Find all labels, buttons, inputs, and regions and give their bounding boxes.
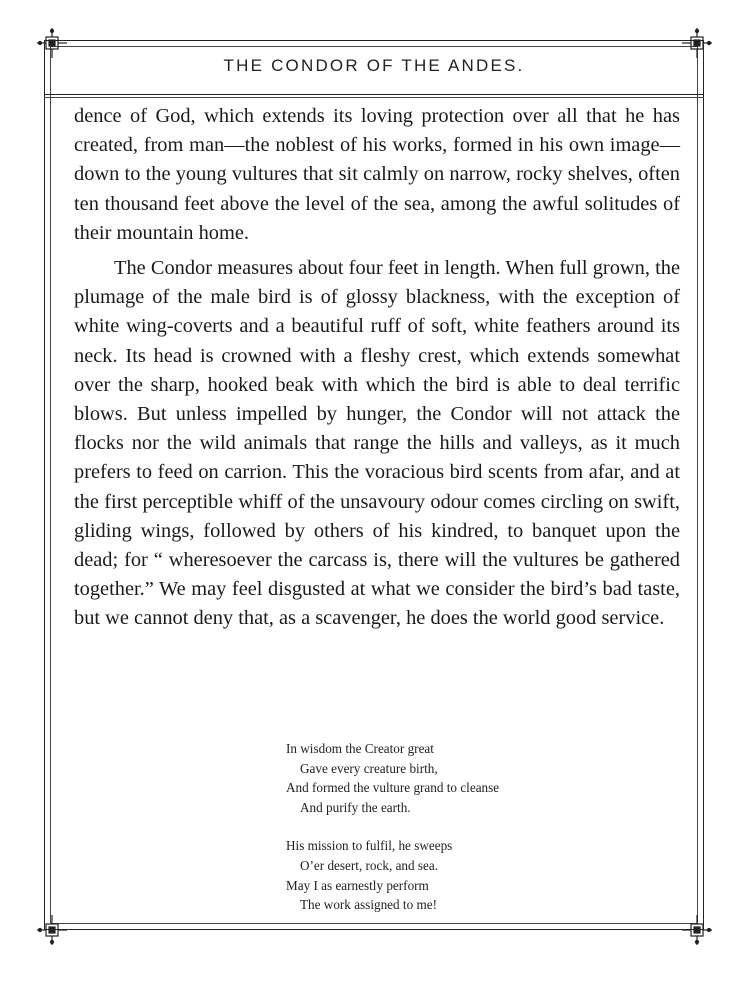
body-text (74, 102, 680, 634)
poem-line: And formed the vulture grand to cleanse (286, 780, 500, 796)
corner-ornament-icon (37, 28, 67, 58)
header-rule (44, 94, 704, 95)
poem-line: In wisdom the Creator great (286, 741, 434, 756)
corner-ornament-icon (682, 28, 712, 58)
poem-line: The work assigned to me! (300, 897, 437, 913)
poem-stanza (286, 836, 586, 914)
running-head: THE CONDOR OF THE ANDES. (223, 56, 525, 75)
poem-line: Gave every creature birth, (300, 760, 438, 776)
paragraph: The Condor measures about four feet in length. When full grown, the plumage of the male bird is of glossy blackness, with the exception of white wing-coverts and a beautiful ruff of soft, white feathers around its neck. Its head is crowned with a fleshy crest, which extends somewhat over the sharp, hooked beak with which the bird is able to deal terrific blows. But unless impelled by hunger, the Condor will not attack the flocks nor the wild animals that range the hills and valleys, as it much prefers to feed on carrion. This the voracious bird scents from afar, and at the first perceptible whiff of the unsavoury odour comes circling on swift, gliding wings, followed by others of his kindred, to banquet upon the dead; for “ wheresoever the carcass is, there will the vultures be gathered together.” We may feel disgusted at what we consider the bird’s bad taste, but we cannot deny that, as a scavenger, he does the world good service. (74, 257, 680, 630)
corner-ornament-icon (37, 915, 67, 945)
poem-stanza (286, 739, 586, 817)
poem (286, 739, 586, 915)
poem-line: His mission to fulfil, he sweeps (286, 838, 453, 854)
paragraph-continued: dence of God, which extends its loving protection over all that he has created, from man—the noblest of his works, formed in his own image—down to the young vultures that sit calmly on narrow, rocky shelves, often ten thousand feet above the level of the sea, among the awful solitudes of their mountain home. (74, 105, 680, 244)
poem-line: O’er desert, rock, and sea. (300, 857, 439, 873)
corner-ornament-icon (682, 915, 712, 945)
poem-line: And purify the earth. (300, 799, 411, 815)
poem-line: May I as earnestly perform (286, 877, 429, 893)
header-rule-thin (44, 97, 704, 98)
